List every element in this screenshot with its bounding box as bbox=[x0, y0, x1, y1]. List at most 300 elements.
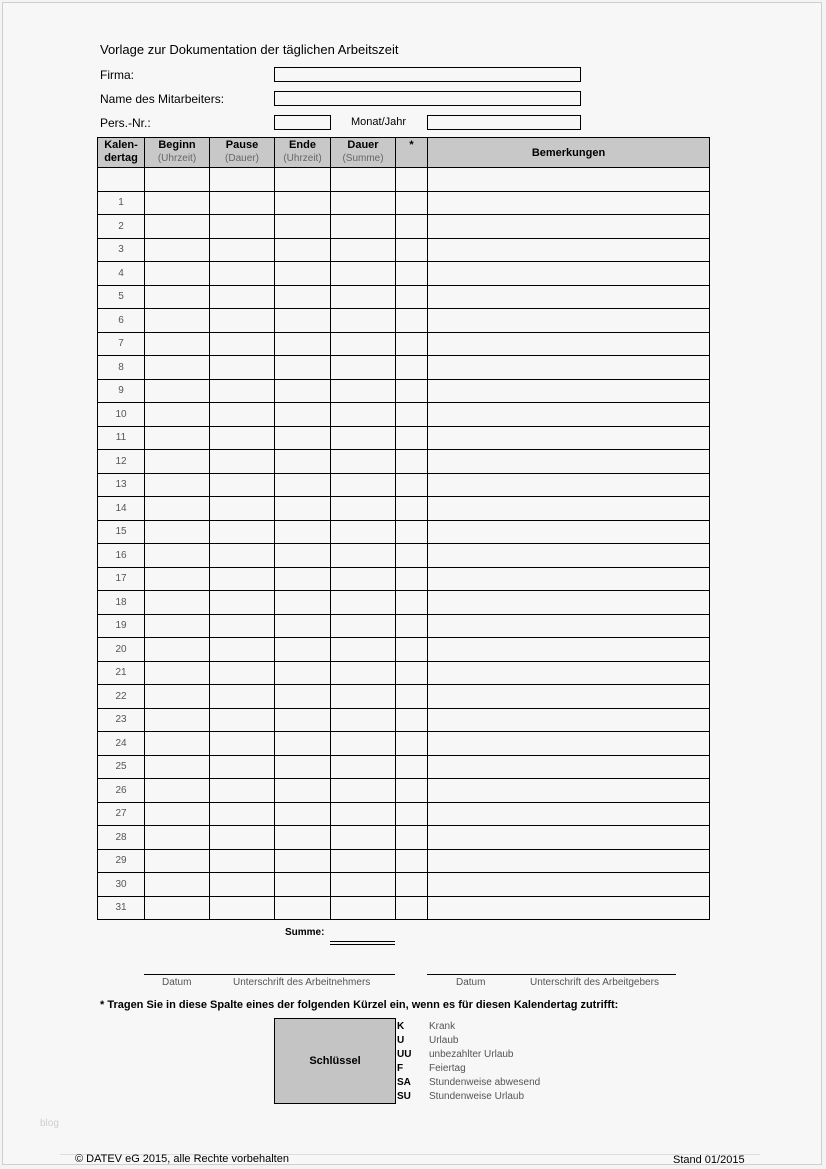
entry-cell-beginn[interactable] bbox=[145, 191, 210, 215]
entry-cell-kuerzel[interactable] bbox=[396, 497, 428, 521]
entry-cell-dauer[interactable] bbox=[331, 497, 396, 521]
entry-cell-beginn[interactable] bbox=[145, 309, 210, 333]
entry-cell-kuerzel[interactable] bbox=[396, 356, 428, 380]
column-header-dauer bbox=[331, 138, 396, 168]
entry-cell-ende[interactable] bbox=[275, 191, 331, 215]
day-number: 23 bbox=[98, 708, 145, 732]
entry-cell-bemerkungen[interactable] bbox=[428, 403, 710, 427]
entry-cell-bemerkungen[interactable] bbox=[428, 238, 710, 262]
entry-cell-beginn[interactable] bbox=[145, 802, 210, 826]
entry-cell-pause[interactable] bbox=[210, 379, 275, 403]
entry-cell-pause[interactable] bbox=[210, 426, 275, 450]
entry-cell-ende[interactable] bbox=[275, 732, 331, 756]
entry-cell-ende[interactable] bbox=[275, 356, 331, 380]
entry-cell-dauer[interactable] bbox=[331, 215, 396, 239]
entry-cell-pause[interactable] bbox=[210, 849, 275, 873]
table-row bbox=[98, 685, 710, 709]
entry-cell-dauer[interactable] bbox=[331, 732, 396, 756]
employee-date-label: Datum bbox=[162, 977, 192, 988]
column-header-sublabel: dertag bbox=[104, 152, 138, 164]
column-header-label: Dauer bbox=[347, 139, 379, 151]
entry-cell-beginn[interactable] bbox=[145, 849, 210, 873]
entry-cell-pause[interactable] bbox=[210, 285, 275, 309]
entry-cell-pause[interactable] bbox=[210, 168, 275, 192]
entry-cell-bemerkungen[interactable] bbox=[428, 591, 710, 615]
entry-cell-bemerkungen[interactable] bbox=[428, 685, 710, 709]
entry-cell-dauer[interactable] bbox=[331, 779, 396, 803]
entry-cell-beginn[interactable] bbox=[145, 168, 210, 192]
key-descriptions bbox=[429, 1020, 540, 1104]
copyright: © DATEV eG 2015, alle Rechte vorbehalten bbox=[75, 1153, 289, 1165]
day-number: 2 bbox=[98, 215, 145, 239]
entry-cell-dauer[interactable] bbox=[331, 567, 396, 591]
entry-cell-kuerzel[interactable] bbox=[396, 661, 428, 685]
entry-cell-kuerzel[interactable] bbox=[396, 614, 428, 638]
entry-cell-beginn[interactable] bbox=[145, 544, 210, 568]
entry-cell-ende[interactable] bbox=[275, 238, 331, 262]
entry-cell-pause[interactable] bbox=[210, 520, 275, 544]
firma-label: Firma: bbox=[100, 68, 134, 82]
entry-cell-beginn[interactable] bbox=[145, 779, 210, 803]
entry-cell-bemerkungen[interactable] bbox=[428, 191, 710, 215]
entry-cell-dauer[interactable] bbox=[331, 826, 396, 850]
entry-cell-bemerkungen[interactable] bbox=[428, 262, 710, 286]
entry-cell-kuerzel[interactable] bbox=[396, 567, 428, 591]
entry-cell-kuerzel[interactable] bbox=[396, 896, 428, 920]
entry-cell-kuerzel[interactable] bbox=[396, 685, 428, 709]
key-code: SU bbox=[397, 1091, 411, 1102]
day-number: 16 bbox=[98, 544, 145, 568]
entry-cell-pause[interactable] bbox=[210, 591, 275, 615]
entry-cell-beginn[interactable] bbox=[145, 497, 210, 521]
entry-cell-beginn[interactable] bbox=[145, 520, 210, 544]
entry-cell-bemerkungen[interactable] bbox=[428, 497, 710, 521]
entry-cell-dauer[interactable] bbox=[331, 450, 396, 474]
stand-date: Stand 01/2015 bbox=[673, 1154, 745, 1166]
entry-cell-dauer[interactable] bbox=[331, 168, 396, 192]
day-number: 8 bbox=[98, 356, 145, 380]
entry-cell-ende[interactable] bbox=[275, 873, 331, 897]
entry-cell-bemerkungen[interactable] bbox=[428, 309, 710, 333]
key-codes bbox=[397, 1020, 411, 1104]
entry-cell-pause[interactable] bbox=[210, 661, 275, 685]
key-label: Schlüssel bbox=[309, 1055, 361, 1067]
entry-cell-pause[interactable] bbox=[210, 802, 275, 826]
key-code: SA bbox=[397, 1077, 411, 1088]
entry-cell-dauer[interactable] bbox=[331, 473, 396, 497]
entry-cell-beginn[interactable] bbox=[145, 591, 210, 615]
entry-cell-kuerzel[interactable] bbox=[396, 473, 428, 497]
entry-cell-bemerkungen[interactable] bbox=[428, 873, 710, 897]
day-number: 12 bbox=[98, 450, 145, 474]
table-row bbox=[98, 802, 710, 826]
entry-cell-pause[interactable] bbox=[210, 356, 275, 380]
entry-cell-ende[interactable] bbox=[275, 332, 331, 356]
entry-cell-dauer[interactable] bbox=[331, 802, 396, 826]
entry-cell-kuerzel[interactable] bbox=[396, 849, 428, 873]
entry-cell-bemerkungen[interactable] bbox=[428, 755, 710, 779]
entry-cell-pause[interactable] bbox=[210, 755, 275, 779]
entry-cell-beginn[interactable] bbox=[145, 873, 210, 897]
entry-cell-bemerkungen[interactable] bbox=[428, 426, 710, 450]
entry-cell-beginn[interactable] bbox=[145, 238, 210, 262]
day-number bbox=[98, 168, 145, 192]
entry-cell-ende[interactable] bbox=[275, 544, 331, 568]
entry-cell-dauer[interactable] bbox=[331, 379, 396, 403]
day-number: 9 bbox=[98, 379, 145, 403]
entry-cell-dauer[interactable] bbox=[331, 661, 396, 685]
table-row bbox=[98, 473, 710, 497]
entry-cell-bemerkungen[interactable] bbox=[428, 614, 710, 638]
table-row bbox=[98, 426, 710, 450]
entry-cell-kuerzel[interactable] bbox=[396, 262, 428, 286]
entry-cell-kuerzel[interactable] bbox=[396, 826, 428, 850]
key-description: Stundenweise abwesend bbox=[429, 1077, 541, 1088]
entry-cell-beginn[interactable] bbox=[145, 403, 210, 427]
entry-cell-pause[interactable] bbox=[210, 826, 275, 850]
entry-cell-bemerkungen[interactable] bbox=[428, 802, 710, 826]
table-row bbox=[98, 755, 710, 779]
table-row bbox=[98, 779, 710, 803]
entry-cell-ende[interactable] bbox=[275, 708, 331, 732]
entry-cell-bemerkungen[interactable] bbox=[428, 544, 710, 568]
entry-cell-dauer[interactable] bbox=[331, 191, 396, 215]
entry-cell-bemerkungen[interactable] bbox=[428, 896, 710, 920]
watermark: blog bbox=[40, 1118, 59, 1129]
entry-cell-beginn[interactable] bbox=[145, 614, 210, 638]
day-number: 11 bbox=[98, 426, 145, 450]
entry-cell-pause[interactable] bbox=[210, 544, 275, 568]
entry-cell-kuerzel[interactable] bbox=[396, 638, 428, 662]
entry-cell-bemerkungen[interactable] bbox=[428, 520, 710, 544]
table-row bbox=[98, 896, 710, 920]
entry-cell-ende[interactable] bbox=[275, 896, 331, 920]
entry-cell-bemerkungen[interactable] bbox=[428, 215, 710, 239]
day-number: 15 bbox=[98, 520, 145, 544]
entry-cell-pause[interactable] bbox=[210, 191, 275, 215]
table-row bbox=[98, 285, 710, 309]
entry-cell-beginn[interactable] bbox=[145, 732, 210, 756]
day-number: 13 bbox=[98, 473, 145, 497]
column-header-beginn bbox=[145, 138, 210, 168]
form-title: Vorlage zur Dokumentation der täglichen Arbeitszeit bbox=[100, 42, 399, 57]
key-code: U bbox=[397, 1035, 405, 1046]
entry-cell-pause[interactable] bbox=[210, 215, 275, 239]
table-row bbox=[98, 614, 710, 638]
footnote: * Tragen Sie in diese Spalte eines der folgenden Kürzel ein, wenn es für diesen Kalendertag zutrifft: bbox=[100, 999, 619, 1011]
table-row bbox=[98, 191, 710, 215]
day-number: 30 bbox=[98, 873, 145, 897]
entry-cell-kuerzel[interactable] bbox=[396, 426, 428, 450]
day-number: 29 bbox=[98, 849, 145, 873]
entry-cell-kuerzel[interactable] bbox=[396, 802, 428, 826]
entry-cell-kuerzel[interactable] bbox=[396, 450, 428, 474]
entry-cell-ende[interactable] bbox=[275, 826, 331, 850]
day-number: 4 bbox=[98, 262, 145, 286]
entry-cell-pause[interactable] bbox=[210, 779, 275, 803]
table-row bbox=[98, 638, 710, 662]
entry-cell-pause[interactable] bbox=[210, 497, 275, 521]
day-number: 24 bbox=[98, 732, 145, 756]
entry-cell-dauer[interactable] bbox=[331, 708, 396, 732]
day-number: 25 bbox=[98, 755, 145, 779]
entry-cell-bemerkungen[interactable] bbox=[428, 849, 710, 873]
entry-cell-dauer[interactable] bbox=[331, 309, 396, 333]
entry-cell-beginn[interactable] bbox=[145, 708, 210, 732]
entry-cell-dauer[interactable] bbox=[331, 403, 396, 427]
day-number: 14 bbox=[98, 497, 145, 521]
table-row bbox=[98, 849, 710, 873]
table-row bbox=[98, 403, 710, 427]
key-description: unbezahlter Urlaub bbox=[429, 1049, 514, 1060]
entry-cell-ende[interactable] bbox=[275, 591, 331, 615]
column-header-label: Beginn bbox=[158, 139, 196, 151]
entry-cell-ende[interactable] bbox=[275, 567, 331, 591]
entry-cell-ende[interactable] bbox=[275, 755, 331, 779]
entry-cell-dauer[interactable] bbox=[331, 426, 396, 450]
entry-cell-pause[interactable] bbox=[210, 262, 275, 286]
entry-cell-beginn[interactable] bbox=[145, 450, 210, 474]
entry-cell-bemerkungen[interactable] bbox=[428, 356, 710, 380]
key-description: Krank bbox=[429, 1021, 456, 1032]
entry-cell-kuerzel[interactable] bbox=[396, 544, 428, 568]
firma-field[interactable] bbox=[274, 67, 581, 82]
entry-cell-pause[interactable] bbox=[210, 732, 275, 756]
day-number: 18 bbox=[98, 591, 145, 615]
column-header-ende bbox=[275, 138, 331, 168]
entry-cell-dauer[interactable] bbox=[331, 285, 396, 309]
entry-cell-bemerkungen[interactable] bbox=[428, 826, 710, 850]
time-table bbox=[97, 137, 710, 920]
entry-cell-bemerkungen[interactable] bbox=[428, 285, 710, 309]
entry-cell-pause[interactable] bbox=[210, 638, 275, 662]
column-header-kalendertag bbox=[98, 138, 145, 168]
entry-cell-kuerzel[interactable] bbox=[396, 191, 428, 215]
summe-label: Summe: bbox=[285, 927, 325, 938]
entry-cell-kuerzel[interactable] bbox=[396, 755, 428, 779]
table-row bbox=[98, 591, 710, 615]
column-header-sublabel: (Uhrzeit) bbox=[157, 153, 197, 164]
entry-cell-ende[interactable] bbox=[275, 379, 331, 403]
entry-cell-dauer[interactable] bbox=[331, 332, 396, 356]
entry-cell-beginn[interactable] bbox=[145, 356, 210, 380]
table-row bbox=[98, 497, 710, 521]
entry-cell-pause[interactable] bbox=[210, 896, 275, 920]
entry-cell-pause[interactable] bbox=[210, 873, 275, 897]
entry-cell-kuerzel[interactable] bbox=[396, 332, 428, 356]
entry-cell-kuerzel[interactable] bbox=[396, 708, 428, 732]
entry-cell-ende[interactable] bbox=[275, 497, 331, 521]
entry-cell-kuerzel[interactable] bbox=[396, 238, 428, 262]
monat-field[interactable] bbox=[427, 115, 581, 130]
entry-cell-bemerkungen[interactable] bbox=[428, 168, 710, 192]
column-header-sublabel: (Uhrzeit) bbox=[283, 153, 322, 164]
entry-cell-dauer[interactable] bbox=[331, 685, 396, 709]
entry-cell-beginn[interactable] bbox=[145, 215, 210, 239]
entry-cell-pause[interactable] bbox=[210, 567, 275, 591]
table-row bbox=[98, 379, 710, 403]
entry-cell-pause[interactable] bbox=[210, 708, 275, 732]
key-description: Urlaub bbox=[429, 1035, 459, 1046]
entry-cell-ende[interactable] bbox=[275, 473, 331, 497]
entry-cell-ende[interactable] bbox=[275, 802, 331, 826]
entry-cell-ende[interactable] bbox=[275, 426, 331, 450]
column-header-sublabel: (Dauer) bbox=[225, 153, 259, 164]
entry-cell-pause[interactable] bbox=[210, 238, 275, 262]
entry-cell-pause[interactable] bbox=[210, 450, 275, 474]
entry-cell-ende[interactable] bbox=[275, 215, 331, 239]
entry-cell-beginn[interactable] bbox=[145, 426, 210, 450]
entry-cell-beginn[interactable] bbox=[145, 379, 210, 403]
entry-cell-kuerzel[interactable] bbox=[396, 215, 428, 239]
entry-cell-bemerkungen[interactable] bbox=[428, 779, 710, 803]
entry-cell-beginn[interactable] bbox=[145, 661, 210, 685]
entry-cell-bemerkungen[interactable] bbox=[428, 732, 710, 756]
entry-cell-ende[interactable] bbox=[275, 685, 331, 709]
monat-label: Monat/Jahr bbox=[351, 116, 407, 128]
persnr-label: Pers.-Nr.: bbox=[100, 116, 151, 130]
table-row bbox=[98, 332, 710, 356]
entry-cell-kuerzel[interactable] bbox=[396, 403, 428, 427]
table-row bbox=[98, 450, 710, 474]
entry-cell-dauer[interactable] bbox=[331, 873, 396, 897]
day-number: 5 bbox=[98, 285, 145, 309]
entry-cell-beginn[interactable] bbox=[145, 638, 210, 662]
table-row bbox=[98, 520, 710, 544]
day-number: 21 bbox=[98, 661, 145, 685]
day-number: 26 bbox=[98, 779, 145, 803]
day-number: 1 bbox=[98, 191, 145, 215]
entry-cell-beginn[interactable] bbox=[145, 285, 210, 309]
entry-cell-beginn[interactable] bbox=[145, 262, 210, 286]
employer-signature-line[interactable] bbox=[427, 974, 676, 975]
day-number: 20 bbox=[98, 638, 145, 662]
entry-cell-beginn[interactable] bbox=[145, 896, 210, 920]
entry-cell-kuerzel[interactable] bbox=[396, 732, 428, 756]
key-code: F bbox=[397, 1063, 404, 1074]
entry-cell-beginn[interactable] bbox=[145, 332, 210, 356]
entry-cell-ende[interactable] bbox=[275, 779, 331, 803]
employer-date-label: Datum bbox=[456, 977, 486, 988]
entry-cell-kuerzel[interactable] bbox=[396, 520, 428, 544]
entry-cell-bemerkungen[interactable] bbox=[428, 379, 710, 403]
key-description: Feiertag bbox=[429, 1063, 466, 1074]
persnr-field[interactable] bbox=[274, 115, 331, 130]
table-row bbox=[98, 356, 710, 380]
entry-cell-ende[interactable] bbox=[275, 450, 331, 474]
day-number: 22 bbox=[98, 685, 145, 709]
day-number: 31 bbox=[98, 896, 145, 920]
day-number: 7 bbox=[98, 332, 145, 356]
column-header-label: Kalen- bbox=[104, 139, 138, 151]
column-header-label: Ende bbox=[289, 139, 316, 151]
entry-cell-bemerkungen[interactable] bbox=[428, 473, 710, 497]
entry-cell-pause[interactable] bbox=[210, 473, 275, 497]
entry-cell-ende[interactable] bbox=[275, 403, 331, 427]
column-header-label: Pause bbox=[225, 139, 259, 151]
entry-cell-ende[interactable] bbox=[275, 849, 331, 873]
entry-cell-dauer[interactable] bbox=[331, 896, 396, 920]
entry-cell-ende[interactable] bbox=[275, 168, 331, 192]
entry-cell-pause[interactable] bbox=[210, 685, 275, 709]
day-number: 27 bbox=[98, 802, 145, 826]
entry-cell-dauer[interactable] bbox=[331, 238, 396, 262]
entry-cell-dauer[interactable] bbox=[331, 755, 396, 779]
column-header-bemerkungen bbox=[428, 138, 710, 168]
entry-cell-kuerzel[interactable] bbox=[396, 168, 428, 192]
entry-cell-ende[interactable] bbox=[275, 285, 331, 309]
entry-cell-kuerzel[interactable] bbox=[396, 591, 428, 615]
entry-cell-ende[interactable] bbox=[275, 614, 331, 638]
entry-cell-dauer[interactable] bbox=[331, 638, 396, 662]
column-header-label: Bemerkungen bbox=[531, 146, 606, 159]
entry-cell-pause[interactable] bbox=[210, 403, 275, 427]
day-number: 3 bbox=[98, 238, 145, 262]
entry-cell-kuerzel[interactable] bbox=[396, 309, 428, 333]
entry-cell-dauer[interactable] bbox=[331, 520, 396, 544]
entry-cell-dauer[interactable] bbox=[331, 849, 396, 873]
entry-cell-kuerzel[interactable] bbox=[396, 379, 428, 403]
entry-cell-beginn[interactable] bbox=[145, 567, 210, 591]
entry-cell-beginn[interactable] bbox=[145, 685, 210, 709]
entry-cell-dauer[interactable] bbox=[331, 614, 396, 638]
employee-signature-line[interactable] bbox=[144, 974, 395, 975]
entry-cell-kuerzel[interactable] bbox=[396, 779, 428, 803]
key-box bbox=[274, 1018, 396, 1104]
entry-cell-ende[interactable] bbox=[275, 309, 331, 333]
key-code: UU bbox=[397, 1049, 412, 1060]
entry-cell-bemerkungen[interactable] bbox=[428, 567, 710, 591]
entry-cell-beginn[interactable] bbox=[145, 826, 210, 850]
table-row bbox=[98, 661, 710, 685]
entry-cell-bemerkungen[interactable] bbox=[428, 661, 710, 685]
entry-cell-dauer[interactable] bbox=[331, 262, 396, 286]
entry-cell-ende[interactable] bbox=[275, 520, 331, 544]
entry-cell-bemerkungen[interactable] bbox=[428, 332, 710, 356]
entry-cell-beginn[interactable] bbox=[145, 473, 210, 497]
day-number: 17 bbox=[98, 567, 145, 591]
table-row bbox=[98, 873, 710, 897]
entry-cell-ende[interactable] bbox=[275, 262, 331, 286]
entry-cell-dauer[interactable] bbox=[331, 544, 396, 568]
table-row bbox=[98, 732, 710, 756]
entry-cell-pause[interactable] bbox=[210, 614, 275, 638]
entry-cell-dauer[interactable] bbox=[331, 591, 396, 615]
entry-cell-ende[interactable] bbox=[275, 661, 331, 685]
entry-cell-bemerkungen[interactable] bbox=[428, 638, 710, 662]
table-header-row bbox=[98, 138, 710, 168]
entry-cell-ende[interactable] bbox=[275, 638, 331, 662]
entry-cell-kuerzel[interactable] bbox=[396, 873, 428, 897]
entry-cell-bemerkungen[interactable] bbox=[428, 450, 710, 474]
day-number: 6 bbox=[98, 309, 145, 333]
day-number: 19 bbox=[98, 614, 145, 638]
employer-sign-label: Unterschrift des Arbeitgebers bbox=[530, 977, 659, 988]
entry-cell-pause[interactable] bbox=[210, 332, 275, 356]
table-row bbox=[98, 309, 710, 333]
employee-sign-label: Unterschrift des Arbeitnehmers bbox=[233, 977, 371, 988]
mitarbeiter-field[interactable] bbox=[274, 91, 581, 106]
entry-cell-pause[interactable] bbox=[210, 309, 275, 333]
table-row bbox=[98, 544, 710, 568]
entry-cell-dauer[interactable] bbox=[331, 356, 396, 380]
column-header-kuerzel bbox=[396, 138, 428, 168]
table-row bbox=[98, 238, 710, 262]
entry-cell-beginn[interactable] bbox=[145, 755, 210, 779]
entry-cell-kuerzel[interactable] bbox=[396, 285, 428, 309]
table-row bbox=[98, 262, 710, 286]
entry-cell-bemerkungen[interactable] bbox=[428, 708, 710, 732]
